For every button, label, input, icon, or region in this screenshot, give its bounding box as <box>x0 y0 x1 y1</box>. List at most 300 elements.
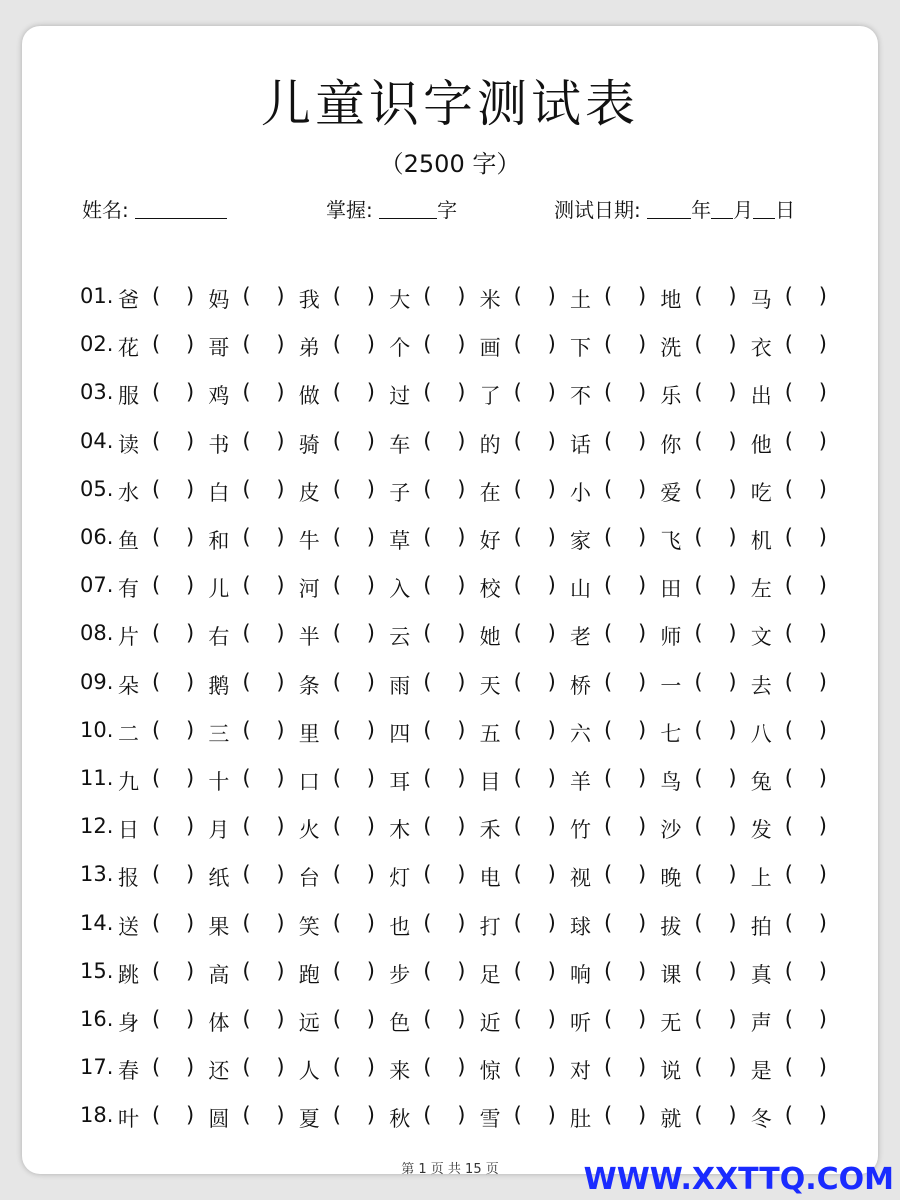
answer-paren-close: ) <box>366 476 375 501</box>
answer-paren-open: ( <box>242 525 251 549</box>
character: 远 <box>298 1011 320 1035</box>
character: 沙 <box>660 818 682 843</box>
answer-paren-open: ( <box>513 428 522 453</box>
row-number: 04. <box>80 428 114 453</box>
answer-paren-open: ( <box>242 669 251 694</box>
answer-paren-close: ) <box>638 284 647 308</box>
answer-paren-open: ( <box>604 910 613 935</box>
answer-paren-close: ) <box>638 1055 647 1080</box>
answer-paren-open: ( <box>694 766 703 790</box>
answer-paren-close: ) <box>186 1007 195 1031</box>
answer-paren-close: ) <box>366 380 375 405</box>
table-row <box>22 1097 878 1137</box>
row-number: 02. <box>80 332 114 357</box>
answer-paren-open: ( <box>152 621 161 646</box>
table-row <box>22 374 878 414</box>
character: 个 <box>389 336 411 361</box>
character: 机 <box>750 529 772 553</box>
answer-paren-open: ( <box>694 573 703 598</box>
character-cell <box>660 332 750 362</box>
answer-paren-close: ) <box>366 717 375 742</box>
character: 惊 <box>479 1059 501 1084</box>
character-cell <box>299 911 389 941</box>
answer-paren-close: ) <box>186 1055 195 1080</box>
answer-paren-open: ( <box>513 284 522 308</box>
character: 发 <box>750 818 772 843</box>
answer-paren-open: ( <box>604 573 613 598</box>
answer-paren-close: ) <box>638 814 647 839</box>
answer-paren-close: ) <box>186 910 195 935</box>
answer-paren-open: ( <box>423 284 432 308</box>
answer-paren-open: ( <box>784 669 793 694</box>
answer-paren-close: ) <box>186 573 195 598</box>
answer-paren-close: ) <box>728 380 737 405</box>
answer-paren-open: ( <box>694 717 703 742</box>
answer-paren-close: ) <box>186 380 195 405</box>
answer-paren-open: ( <box>152 380 161 405</box>
character: 朵 <box>118 673 139 698</box>
character: 果 <box>208 914 230 939</box>
row-number: 03. <box>80 380 114 405</box>
answer-paren-close: ) <box>186 621 195 646</box>
answer-paren-open: ( <box>423 669 432 694</box>
answer-paren-open: ( <box>242 1007 251 1031</box>
answer-paren-close: ) <box>366 621 375 646</box>
answer-paren-open: ( <box>694 380 703 405</box>
character: 近 <box>479 1011 501 1035</box>
table-row <box>22 856 878 896</box>
answer-paren-close: ) <box>818 284 827 308</box>
character-cell <box>299 670 389 700</box>
answer-paren-open: ( <box>694 525 703 549</box>
character: 天 <box>479 673 501 698</box>
answer-paren-open: ( <box>784 476 793 501</box>
character: 草 <box>389 529 411 553</box>
answer-paren-open: ( <box>604 958 613 983</box>
table-row <box>22 905 878 945</box>
answer-paren-close: ) <box>366 1103 375 1128</box>
character: 上 <box>750 866 772 891</box>
character-cell <box>480 718 570 748</box>
character-cell <box>208 621 298 651</box>
answer-paren-open: ( <box>332 428 341 453</box>
character-cell <box>208 862 298 892</box>
character-cell <box>118 718 208 748</box>
answer-paren-open: ( <box>152 1055 161 1080</box>
answer-paren-close: ) <box>457 284 466 308</box>
answer-paren-close: ) <box>728 476 737 501</box>
character-cell <box>751 284 841 314</box>
answer-paren-open: ( <box>423 766 432 790</box>
answer-paren-open: ( <box>423 862 432 887</box>
answer-paren-close: ) <box>457 862 466 887</box>
answer-paren-open: ( <box>332 476 341 501</box>
answer-paren-open: ( <box>604 525 613 549</box>
answer-paren-open: ( <box>332 862 341 887</box>
character: 口 <box>298 770 320 794</box>
character: 七 <box>660 721 682 746</box>
character-cell <box>660 380 750 410</box>
answer-paren-close: ) <box>818 1007 827 1031</box>
character: 白 <box>208 480 230 505</box>
watermark: WWW.XXTTQ.COM <box>583 1162 894 1197</box>
character-cell <box>751 1055 841 1085</box>
answer-paren-open: ( <box>242 1055 251 1080</box>
answer-paren-open: ( <box>694 862 703 887</box>
answer-paren-close: ) <box>366 669 375 694</box>
character-cell <box>208 429 298 459</box>
answer-paren-open: ( <box>332 1103 341 1128</box>
character-cell <box>299 1055 389 1085</box>
table-row <box>22 567 878 607</box>
character-cell <box>751 621 841 651</box>
character-cell <box>299 525 389 555</box>
row-number: 07. <box>80 573 114 598</box>
answer-paren-close: ) <box>457 1007 466 1031</box>
character-cell <box>660 429 750 459</box>
character: 是 <box>750 1059 772 1084</box>
character: 八 <box>750 721 772 746</box>
character: 听 <box>570 1011 591 1035</box>
character: 说 <box>660 1059 682 1084</box>
character-cell <box>570 573 660 603</box>
character: 跳 <box>118 962 139 987</box>
answer-paren-open: ( <box>694 621 703 646</box>
character: 山 <box>570 577 591 602</box>
character-cell <box>118 573 208 603</box>
answer-paren-open: ( <box>513 958 522 983</box>
character-cell <box>118 332 208 362</box>
character-cell <box>570 429 660 459</box>
answer-paren-close: ) <box>186 814 195 839</box>
answer-paren-close: ) <box>547 958 556 983</box>
row-number: 10. <box>80 717 114 742</box>
character-cell <box>660 670 750 700</box>
character-cell <box>480 1055 570 1085</box>
answer-paren-close: ) <box>276 621 285 646</box>
character: 左 <box>750 577 772 602</box>
character-cell <box>480 525 570 555</box>
character-cell <box>118 911 208 941</box>
row-number: 11. <box>80 766 114 790</box>
character: 条 <box>298 673 320 698</box>
character-cell <box>570 718 660 748</box>
character: 马 <box>750 288 772 312</box>
answer-paren-open: ( <box>784 332 793 357</box>
character-cell <box>751 959 841 989</box>
answer-paren-open: ( <box>423 717 432 742</box>
character: 片 <box>118 625 139 650</box>
answer-paren-close: ) <box>186 958 195 983</box>
row-number: 18. <box>80 1103 114 1128</box>
character: 雪 <box>479 1107 501 1132</box>
answer-paren-close: ) <box>728 525 737 549</box>
character: 一 <box>660 673 682 698</box>
info-line <box>82 194 832 224</box>
year-blank <box>647 198 691 219</box>
answer-paren-open: ( <box>784 525 793 549</box>
answer-paren-open: ( <box>784 380 793 405</box>
answer-paren-open: ( <box>513 621 522 646</box>
character: 水 <box>118 480 139 505</box>
answer-paren-close: ) <box>457 380 466 405</box>
character-cell <box>751 814 841 844</box>
answer-paren-close: ) <box>547 717 556 742</box>
character: 鱼 <box>118 529 139 553</box>
character: 读 <box>118 432 139 457</box>
character: 她 <box>479 625 501 650</box>
answer-paren-close: ) <box>457 766 466 790</box>
answer-paren-close: ) <box>818 332 827 357</box>
character-cell <box>208 1055 298 1085</box>
character-cell <box>299 959 389 989</box>
answer-paren-open: ( <box>152 1103 161 1128</box>
character-cell <box>570 332 660 362</box>
character-cell <box>389 862 479 892</box>
answer-paren-close: ) <box>818 525 827 549</box>
character-cell <box>208 380 298 410</box>
answer-paren-close: ) <box>638 332 647 357</box>
character-cell <box>299 862 389 892</box>
answer-paren-open: ( <box>694 428 703 453</box>
character: 还 <box>208 1059 230 1084</box>
answer-paren-open: ( <box>332 525 341 549</box>
answer-paren-open: ( <box>513 1055 522 1080</box>
answer-paren-open: ( <box>694 669 703 694</box>
answer-paren-open: ( <box>242 332 251 357</box>
answer-paren-close: ) <box>638 476 647 501</box>
character: 老 <box>570 625 591 650</box>
answer-paren-open: ( <box>604 380 613 405</box>
answer-paren-open: ( <box>694 958 703 983</box>
answer-paren-close: ) <box>276 958 285 983</box>
character-cell <box>480 766 570 796</box>
row-number: 14. <box>80 910 114 935</box>
character: 声 <box>750 1011 772 1035</box>
character-cell <box>208 718 298 748</box>
character-cell <box>660 1055 750 1085</box>
answer-paren-close: ) <box>366 428 375 453</box>
answer-paren-close: ) <box>457 1055 466 1080</box>
answer-paren-open: ( <box>694 476 703 501</box>
answer-paren-open: ( <box>513 669 522 694</box>
character: 爱 <box>660 480 682 505</box>
character-cell <box>480 959 570 989</box>
character: 右 <box>208 625 230 650</box>
answer-paren-open: ( <box>694 1103 703 1128</box>
character: 报 <box>118 866 139 891</box>
character: 去 <box>750 673 772 698</box>
character-cell <box>389 525 479 555</box>
month-label: 月 <box>733 198 754 222</box>
answer-paren-close: ) <box>276 1103 285 1128</box>
character: 你 <box>660 432 682 457</box>
character: 真 <box>750 962 772 987</box>
character: 师 <box>660 625 682 650</box>
answer-paren-close: ) <box>366 284 375 308</box>
answer-paren-close: ) <box>547 380 556 405</box>
character-cell <box>118 959 208 989</box>
answer-paren-close: ) <box>186 525 195 549</box>
character: 乐 <box>660 384 682 409</box>
mastery-unit: 字 <box>437 198 458 222</box>
character-cell <box>389 284 479 314</box>
character: 米 <box>479 288 501 312</box>
answer-paren-close: ) <box>457 910 466 935</box>
answer-paren-close: ) <box>728 284 737 308</box>
answer-paren-open: ( <box>152 476 161 501</box>
character: 笑 <box>298 914 320 939</box>
answer-paren-close: ) <box>276 525 285 549</box>
answer-paren-open: ( <box>604 669 613 694</box>
character: 目 <box>479 770 501 794</box>
character-cell <box>660 911 750 941</box>
character: 五 <box>479 721 501 746</box>
character-cell <box>389 766 479 796</box>
answer-paren-open: ( <box>423 380 432 405</box>
answer-paren-open: ( <box>242 284 251 308</box>
table-row <box>22 712 878 752</box>
character: 地 <box>660 288 682 312</box>
answer-paren-close: ) <box>547 332 556 357</box>
answer-paren-close: ) <box>638 862 647 887</box>
character-cell <box>480 284 570 314</box>
answer-paren-close: ) <box>186 284 195 308</box>
character: 人 <box>298 1059 320 1084</box>
character: 画 <box>479 336 501 361</box>
character-cell <box>299 332 389 362</box>
character-cell <box>208 911 298 941</box>
answer-paren-open: ( <box>784 717 793 742</box>
table-row <box>22 326 878 366</box>
name-label: 姓名: <box>82 198 129 222</box>
answer-paren-close: ) <box>728 958 737 983</box>
answer-paren-open: ( <box>513 766 522 790</box>
answer-paren-close: ) <box>728 428 737 453</box>
character: 肚 <box>570 1107 591 1132</box>
answer-paren-close: ) <box>728 910 737 935</box>
row-number: 12. <box>80 814 114 839</box>
answer-paren-open: ( <box>332 958 341 983</box>
character: 儿 <box>208 577 230 602</box>
character-cell <box>660 959 750 989</box>
character-cell <box>118 1103 208 1133</box>
answer-paren-close: ) <box>547 284 556 308</box>
character: 打 <box>479 914 501 939</box>
character: 九 <box>118 770 139 794</box>
answer-paren-open: ( <box>784 1055 793 1080</box>
character: 云 <box>389 625 411 650</box>
answer-paren-close: ) <box>276 1007 285 1031</box>
answer-paren-open: ( <box>604 428 613 453</box>
character-cell <box>660 573 750 603</box>
character: 有 <box>118 577 139 602</box>
character: 我 <box>298 288 320 312</box>
character-cell <box>208 477 298 507</box>
mastery-blank <box>379 198 437 219</box>
character-cell <box>570 380 660 410</box>
answer-paren-close: ) <box>276 380 285 405</box>
answer-paren-open: ( <box>604 717 613 742</box>
answer-paren-close: ) <box>276 573 285 598</box>
row-number: 15. <box>80 958 114 983</box>
answer-paren-close: ) <box>547 1007 556 1031</box>
answer-paren-open: ( <box>152 766 161 790</box>
answer-paren-close: ) <box>547 910 556 935</box>
answer-paren-close: ) <box>366 1007 375 1031</box>
character-cell <box>299 1007 389 1037</box>
character: 十 <box>208 770 230 794</box>
answer-paren-close: ) <box>186 862 195 887</box>
answer-paren-open: ( <box>242 910 251 935</box>
answer-paren-close: ) <box>728 1007 737 1031</box>
answer-paren-open: ( <box>242 428 251 453</box>
character-cell <box>570 862 660 892</box>
month-blank <box>711 198 733 219</box>
character: 叶 <box>118 1107 139 1132</box>
row-number: 01. <box>80 284 114 308</box>
answer-paren-open: ( <box>423 573 432 598</box>
character-cell <box>751 525 841 555</box>
answer-paren-close: ) <box>638 1007 647 1031</box>
character: 色 <box>389 1011 411 1035</box>
answer-paren-close: ) <box>818 476 827 501</box>
character-cell <box>660 477 750 507</box>
character-cell <box>118 284 208 314</box>
character: 衣 <box>750 336 772 361</box>
character: 课 <box>660 962 682 987</box>
character-cell <box>389 573 479 603</box>
row-number: 16. <box>80 1007 114 1031</box>
character-cell <box>480 380 570 410</box>
character-cell <box>299 429 389 459</box>
table-row <box>22 1049 878 1089</box>
answer-paren-open: ( <box>513 814 522 839</box>
day-blank <box>753 198 775 219</box>
table-row <box>22 423 878 463</box>
character-cell <box>118 477 208 507</box>
character-cell <box>208 959 298 989</box>
character-cell <box>570 670 660 700</box>
mastery-field <box>326 194 457 223</box>
answer-paren-open: ( <box>242 862 251 887</box>
answer-paren-close: ) <box>366 332 375 357</box>
character: 灯 <box>389 866 411 891</box>
answer-paren-open: ( <box>604 766 613 790</box>
answer-paren-open: ( <box>513 910 522 935</box>
answer-paren-open: ( <box>513 476 522 501</box>
character-cell <box>570 1055 660 1085</box>
table-row <box>22 278 878 318</box>
answer-paren-open: ( <box>423 1055 432 1080</box>
character-cell <box>118 380 208 410</box>
answer-paren-close: ) <box>276 669 285 694</box>
character-cell <box>660 1103 750 1133</box>
answer-paren-open: ( <box>423 428 432 453</box>
answer-paren-close: ) <box>728 862 737 887</box>
answer-paren-open: ( <box>784 766 793 790</box>
character-cell <box>118 1007 208 1037</box>
character: 木 <box>389 818 411 843</box>
character-cell <box>751 862 841 892</box>
character-cell <box>660 621 750 651</box>
answer-paren-close: ) <box>457 958 466 983</box>
answer-paren-open: ( <box>152 332 161 357</box>
row-number: 09. <box>80 669 114 694</box>
character: 月 <box>208 818 230 843</box>
answer-paren-close: ) <box>186 766 195 790</box>
character: 服 <box>118 384 139 409</box>
